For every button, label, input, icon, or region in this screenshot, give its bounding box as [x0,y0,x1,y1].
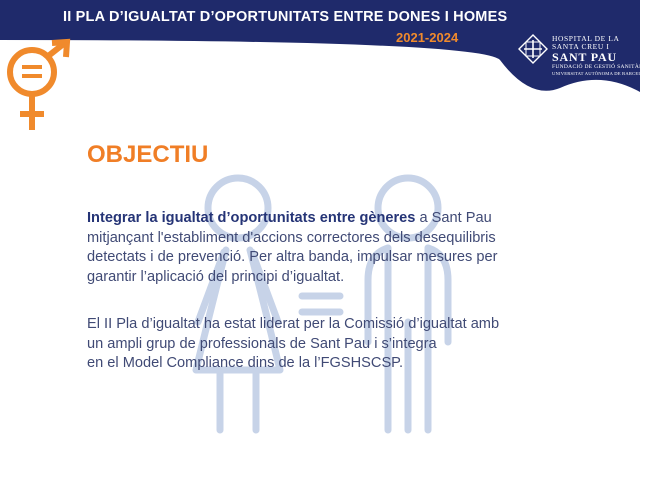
paragraph1-line1 [87,209,607,229]
paragraph1-line3: detectats i de prevenció. Per altra banda, impulsar mesures per [87,249,498,265]
logo-line-5: UNIVERSITAT AUTÒNOMA DE BARCELONA [552,71,652,76]
paragraph2-line3: en el Model Compliance dins de la l’FGSHSCSP. [87,355,404,371]
line1-rest: a Sant Pau [415,210,492,226]
objective-paragraph [87,209,607,287]
slide-header [0,0,652,92]
bold-lead: Integrar la igualtat d’oportunitats entre gèneres [87,210,416,226]
leadership-paragraph [87,315,607,374]
logo-line-3: SANT PAU [552,50,617,64]
paragraph1-line2: mitjançant l'establiment d'accions correctores dels desequilibris [87,229,496,246]
logo-line-4: FUNDACIÓ DE GESTIÓ SANITÀRIA [552,64,650,70]
paragraph2-line2: un ampli grup de professionals de Sant Pau i s’integra [87,335,437,352]
section-heading: OBJECTIU [87,141,209,168]
paragraph2-line1: El II Pla d’igualtat ha estat liderat per la Comissió d’igualtat amb [87,316,500,332]
hospital-logo-icon [518,34,548,64]
gender-equality-icon [4,40,74,135]
equals-icon [302,296,340,312]
paragraph1-line4: garantir l’aplicació del principi d’igualtat. [87,268,345,285]
header-years: 2021-2024 [396,30,459,45]
logo-line-2: SANTA CREU I [552,42,610,51]
header-title: II PLA D’IGUALTAT D’OPORTUNITATS ENTRE DONES I HOMES [63,9,508,25]
hospital-logo [518,34,652,80]
logo-line-1: HOSPITAL DE LA [552,34,620,43]
